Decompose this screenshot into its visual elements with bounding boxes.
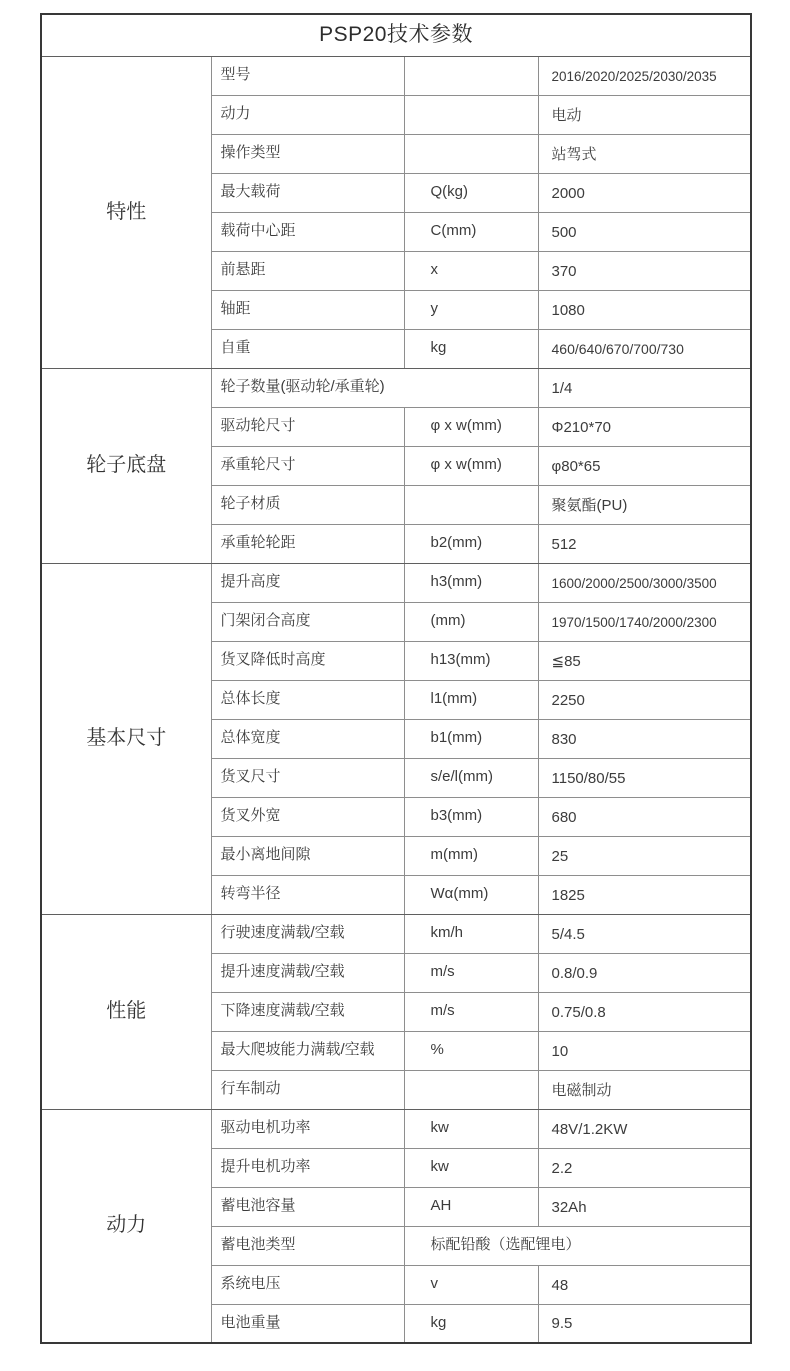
param-cell: 门架闭合高度 — [211, 602, 404, 641]
value-cell: 标配铅酸（选配锂电） — [404, 1226, 751, 1265]
symbol-cell: y — [404, 290, 538, 329]
param-cell: 行驶速度满载/空载 — [211, 914, 404, 953]
param-cell: 驱动轮尺寸 — [211, 407, 404, 446]
section-category: 特性 — [41, 56, 211, 368]
section-category: 基本尺寸 — [41, 563, 211, 914]
section-category: 性能 — [41, 914, 211, 1109]
value-cell: 5/4.5 — [538, 914, 751, 953]
value-cell: 10 — [538, 1031, 751, 1070]
symbol-cell: m/s — [404, 953, 538, 992]
section-category: 轮子底盘 — [41, 368, 211, 563]
value-cell: 2.2 — [538, 1148, 751, 1187]
table-title-row — [41, 14, 751, 56]
symbol-cell: % — [404, 1031, 538, 1070]
value-cell: 830 — [538, 719, 751, 758]
symbol-cell: l1(mm) — [404, 680, 538, 719]
value-cell: 1/4 — [538, 368, 751, 407]
param-cell: 转弯半径 — [211, 875, 404, 914]
value-cell: 0.75/0.8 — [538, 992, 751, 1031]
table-row — [41, 563, 751, 602]
param-cell: 最大载荷 — [211, 173, 404, 212]
param-cell: 最小离地间隙 — [211, 836, 404, 875]
param-cell: 系统电压 — [211, 1265, 404, 1304]
param-cell: 驱动电机功率 — [211, 1109, 404, 1148]
value-cell: Φ210*70 — [538, 407, 751, 446]
value-cell: 电磁制动 — [538, 1070, 751, 1109]
value-cell: ≦85 — [538, 641, 751, 680]
value-cell: 48V/1.2KW — [538, 1109, 751, 1148]
value-cell: 1600/2000/2500/3000/3500 — [538, 563, 751, 602]
symbol-cell: s/e/l(mm) — [404, 758, 538, 797]
param-cell: 行车制动 — [211, 1070, 404, 1109]
value-cell: 0.8/0.9 — [538, 953, 751, 992]
spec-table — [40, 13, 752, 1344]
symbol-cell: m(mm) — [404, 836, 538, 875]
param-cell: 自重 — [211, 329, 404, 368]
param-cell: 最大爬坡能力满载/空载 — [211, 1031, 404, 1070]
value-cell: 2250 — [538, 680, 751, 719]
value-cell: 25 — [538, 836, 751, 875]
symbol-cell: kg — [404, 1304, 538, 1343]
symbol-cell: Wα(mm) — [404, 875, 538, 914]
value-cell: 1080 — [538, 290, 751, 329]
symbol-cell — [404, 134, 538, 173]
param-cell: 轮子数量(驱动轮/承重轮) — [211, 368, 538, 407]
symbol-cell: φ x w(mm) — [404, 407, 538, 446]
param-cell: 提升高度 — [211, 563, 404, 602]
param-cell: 型号 — [211, 56, 404, 95]
value-cell: 2016/2020/2025/2030/2035 — [538, 56, 751, 95]
symbol-cell: kg — [404, 329, 538, 368]
symbol-cell: b2(mm) — [404, 524, 538, 563]
symbol-cell — [404, 95, 538, 134]
param-cell: 提升电机功率 — [211, 1148, 404, 1187]
value-cell: 聚氨酯(PU) — [538, 485, 751, 524]
value-cell: 370 — [538, 251, 751, 290]
symbol-cell: kw — [404, 1148, 538, 1187]
param-cell: 动力 — [211, 95, 404, 134]
symbol-cell: kw — [404, 1109, 538, 1148]
table-row — [41, 56, 751, 95]
symbol-cell: x — [404, 251, 538, 290]
param-cell: 前悬距 — [211, 251, 404, 290]
symbol-cell: b3(mm) — [404, 797, 538, 836]
param-cell: 承重轮尺寸 — [211, 446, 404, 485]
symbol-cell: h3(mm) — [404, 563, 538, 602]
symbol-cell: v — [404, 1265, 538, 1304]
symbol-cell — [404, 485, 538, 524]
param-cell: 货叉降低时高度 — [211, 641, 404, 680]
param-cell: 承重轮轮距 — [211, 524, 404, 563]
symbol-cell: Q(kg) — [404, 173, 538, 212]
symbol-cell: AH — [404, 1187, 538, 1226]
value-cell: 1150/80/55 — [538, 758, 751, 797]
symbol-cell — [404, 56, 538, 95]
symbol-cell: m/s — [404, 992, 538, 1031]
param-cell: 总体长度 — [211, 680, 404, 719]
param-cell: 轴距 — [211, 290, 404, 329]
param-cell: 载荷中心距 — [211, 212, 404, 251]
table-row — [41, 368, 751, 407]
value-cell: 48 — [538, 1265, 751, 1304]
param-cell: 蓄电池容量 — [211, 1187, 404, 1226]
symbol-cell — [404, 1070, 538, 1109]
value-cell: 1970/1500/1740/2000/2300 — [538, 602, 751, 641]
value-cell: 460/640/670/700/730 — [538, 329, 751, 368]
param-cell: 蓄电池类型 — [211, 1226, 404, 1265]
value-cell: 500 — [538, 212, 751, 251]
value-cell: 680 — [538, 797, 751, 836]
value-cell: 1825 — [538, 875, 751, 914]
value-cell: 9.5 — [538, 1304, 751, 1343]
value-cell: 2000 — [538, 173, 751, 212]
value-cell: 站驾式 — [538, 134, 751, 173]
param-cell: 电池重量 — [211, 1304, 404, 1343]
value-cell: 512 — [538, 524, 751, 563]
param-cell: 轮子材质 — [211, 485, 404, 524]
symbol-cell: h13(mm) — [404, 641, 538, 680]
page-title: PSP20技术参数 — [41, 14, 751, 56]
param-cell: 操作类型 — [211, 134, 404, 173]
symbol-cell: φ x w(mm) — [404, 446, 538, 485]
value-cell: φ80*65 — [538, 446, 751, 485]
value-cell: 32Ah — [538, 1187, 751, 1226]
param-cell: 货叉外宽 — [211, 797, 404, 836]
section-category: 动力 — [41, 1109, 211, 1343]
param-cell: 下降速度满载/空载 — [211, 992, 404, 1031]
param-cell: 货叉尺寸 — [211, 758, 404, 797]
symbol-cell: b1(mm) — [404, 719, 538, 758]
symbol-cell: (mm) — [404, 602, 538, 641]
symbol-cell: C(mm) — [404, 212, 538, 251]
table-row — [41, 1109, 751, 1148]
param-cell: 提升速度满载/空载 — [211, 953, 404, 992]
value-cell: 电动 — [538, 95, 751, 134]
table-row — [41, 914, 751, 953]
param-cell: 总体宽度 — [211, 719, 404, 758]
symbol-cell: km/h — [404, 914, 538, 953]
